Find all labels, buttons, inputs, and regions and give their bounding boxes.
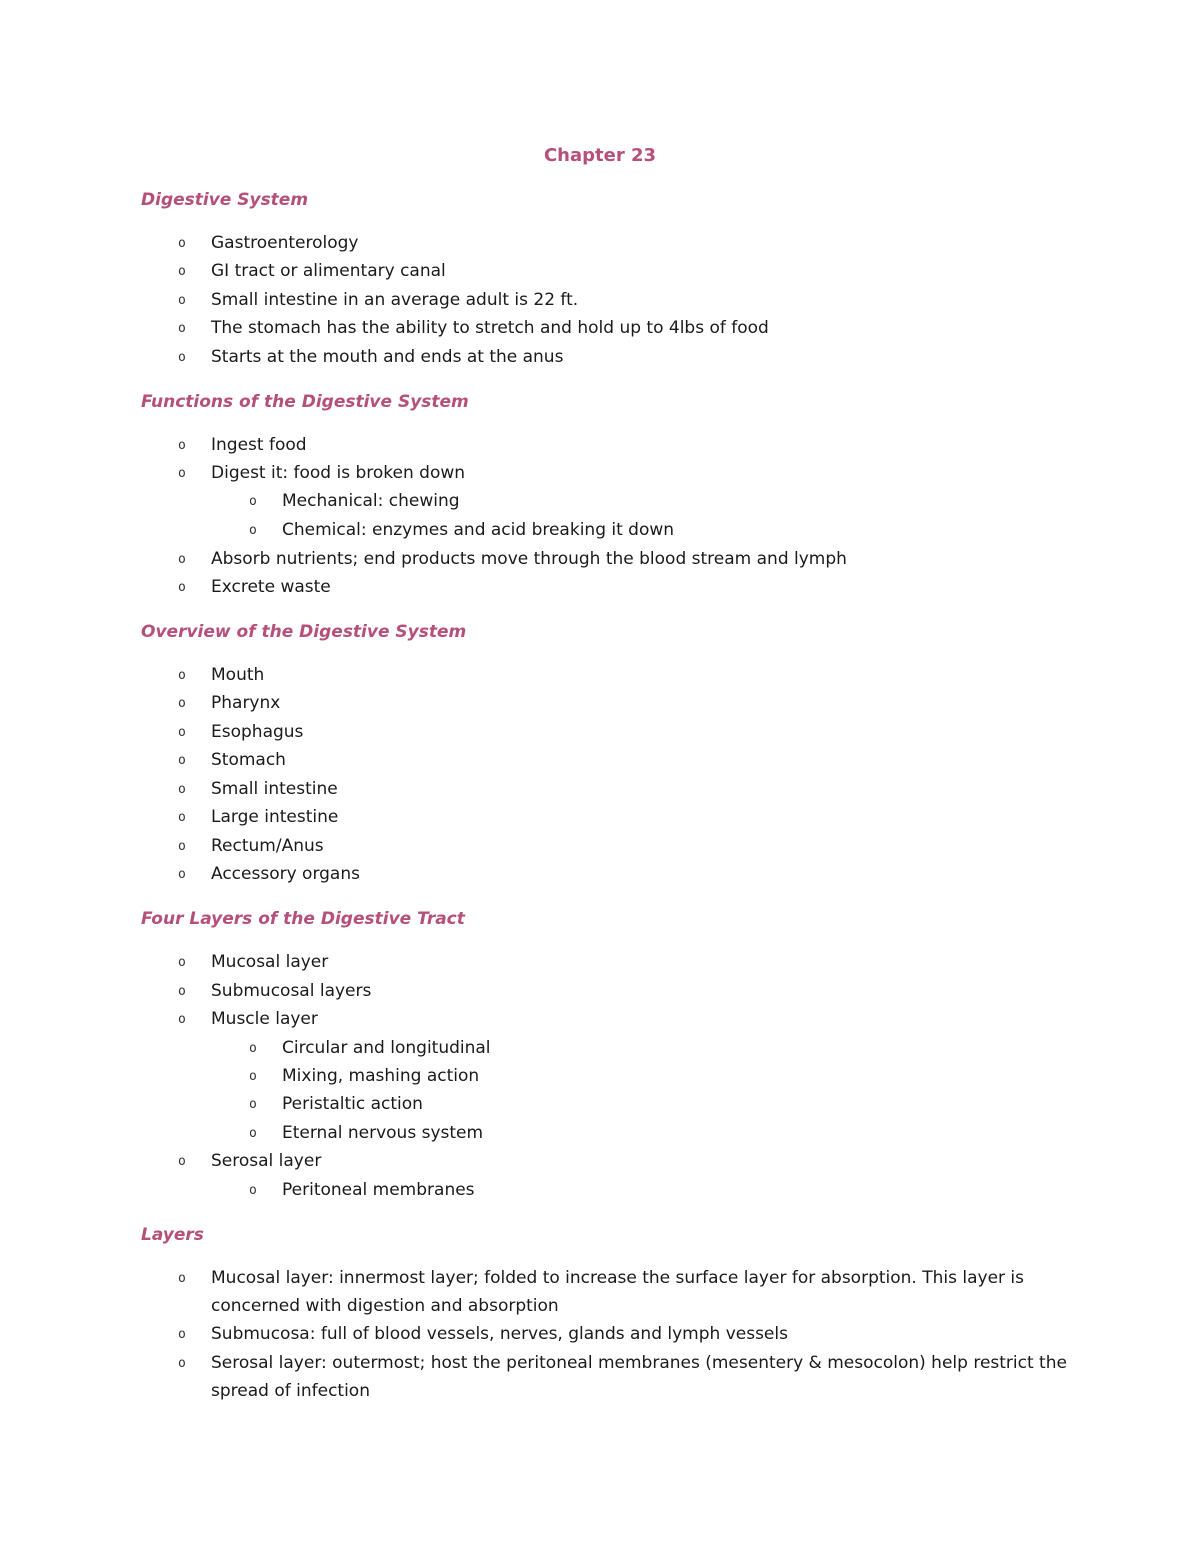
bullet-icon: o bbox=[178, 753, 186, 768]
list-item: Muscle layer bbox=[211, 1009, 318, 1029]
bullet-icon: o bbox=[178, 466, 186, 481]
list-item: Small intestine in an average adult is 22 ft. bbox=[211, 290, 579, 310]
bullet-icon: o bbox=[249, 1097, 257, 1112]
bullet-icon: o bbox=[249, 1183, 257, 1198]
list-item: Stomach bbox=[211, 750, 286, 770]
bullet-icon: o bbox=[178, 839, 186, 854]
list-item: Starts at the mouth and ends at the anus bbox=[211, 347, 564, 367]
section-heading-overview: Overview of the Digestive System bbox=[141, 622, 467, 642]
bullet-icon: o bbox=[178, 725, 186, 740]
sub-list-item: Eternal nervous system bbox=[282, 1123, 484, 1143]
section-heading-digestive-system: Digestive System bbox=[141, 190, 309, 210]
list-item: Pharynx bbox=[211, 693, 281, 713]
bullet-icon: o bbox=[249, 1041, 257, 1056]
list-item: The stomach has the ability to stretch and hold up to 4lbs of food bbox=[211, 318, 769, 338]
bullet-icon: o bbox=[178, 350, 186, 365]
bullet-icon: o bbox=[178, 867, 186, 882]
sub-list-item: Peritoneal membranes bbox=[282, 1180, 475, 1200]
list-item: Esophagus bbox=[211, 722, 304, 742]
list-item: Submucosa: full of blood vessels, nerves, glands and lymph vessels bbox=[211, 1324, 788, 1344]
list-item: Absorb nutrients; end products move through the blood stream and lymph bbox=[211, 549, 847, 569]
list-item: Excrete waste bbox=[211, 577, 331, 597]
list-item: Serosal layer: outermost; host the peritoneal membranes (mesentery & mesocolon) help restrict the spread of infection bbox=[211, 1353, 1067, 1402]
bullet-icon: o bbox=[178, 1356, 186, 1371]
bullet-icon: o bbox=[178, 984, 186, 999]
list-item: GI tract or alimentary canal bbox=[211, 261, 446, 281]
list-item: Mucosal layer: innermost layer; folded to increase the surface layer for absorption. This layer is concerned with digestion and absorption bbox=[211, 1268, 1025, 1317]
section-heading-layers: Layers bbox=[141, 1225, 204, 1245]
section-heading-functions: Functions of the Digestive System bbox=[141, 392, 469, 412]
bullet-icon: o bbox=[249, 1069, 257, 1084]
sub-list-item: Mechanical: chewing bbox=[282, 491, 460, 511]
list-item: Ingest food bbox=[211, 435, 307, 455]
list-item: Mouth bbox=[211, 665, 265, 685]
bullet-icon: o bbox=[178, 955, 186, 970]
page-title: Chapter 23 bbox=[543, 145, 657, 166]
bullet-icon: o bbox=[178, 668, 186, 683]
bullet-icon: o bbox=[178, 696, 186, 711]
section-heading-four-layers: Four Layers of the Digestive Tract bbox=[141, 909, 465, 929]
list-item: Gastroenterology bbox=[211, 233, 359, 253]
bullet-icon: o bbox=[178, 580, 186, 595]
bullet-icon: o bbox=[178, 782, 186, 797]
sub-list-item: Mixing, mashing action bbox=[282, 1066, 480, 1086]
bullet-icon: o bbox=[178, 264, 186, 279]
sub-list-item: Circular and longitudinal bbox=[282, 1038, 491, 1058]
bullet-icon: o bbox=[178, 1271, 186, 1286]
list-item: Serosal layer bbox=[211, 1151, 322, 1171]
list-item: Small intestine bbox=[211, 779, 338, 799]
bullet-icon: o bbox=[178, 438, 186, 453]
bullet-icon: o bbox=[178, 810, 186, 825]
list-item: Accessory organs bbox=[211, 864, 360, 884]
sub-list-item: Chemical: enzymes and acid breaking it down bbox=[282, 520, 675, 540]
bullet-icon: o bbox=[249, 523, 257, 538]
bullet-icon: o bbox=[178, 1327, 186, 1342]
bullet-icon: o bbox=[178, 321, 186, 336]
bullet-icon: o bbox=[178, 236, 186, 251]
list-item: Rectum/Anus bbox=[211, 836, 324, 856]
list-item: Large intestine bbox=[211, 807, 339, 827]
bullet-icon: o bbox=[178, 552, 186, 567]
bullet-icon: o bbox=[178, 293, 186, 308]
bullet-icon: o bbox=[178, 1154, 186, 1169]
bullet-icon: o bbox=[249, 494, 257, 509]
list-item: Submucosal layers bbox=[211, 981, 372, 1001]
bullet-icon: o bbox=[178, 1012, 186, 1027]
sub-list-item: Peristaltic action bbox=[282, 1094, 423, 1114]
list-item: Digest it: food is broken down bbox=[211, 463, 466, 483]
list-item: Mucosal layer bbox=[211, 952, 329, 972]
bullet-icon: o bbox=[249, 1126, 257, 1141]
